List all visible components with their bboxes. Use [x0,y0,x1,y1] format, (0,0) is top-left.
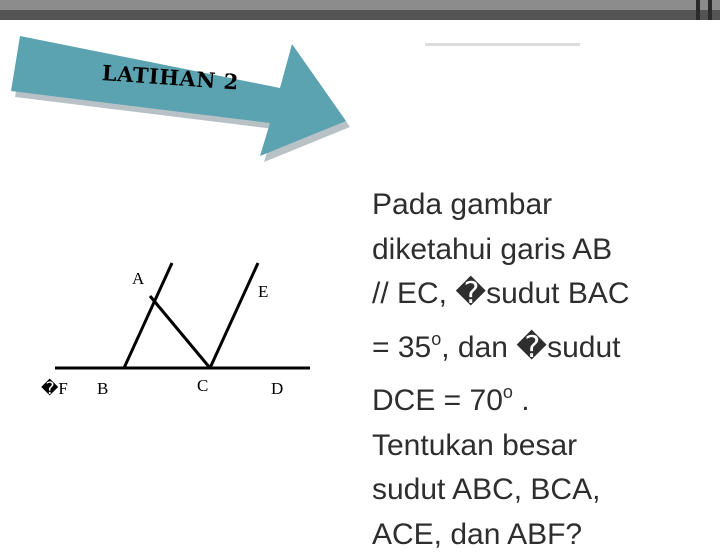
top-bar-tick [696,0,700,20]
problem-text-part: , dan �sudut [441,331,620,364]
label-e: E [258,282,268,301]
label-a: A [132,269,145,288]
problem-text-part: = 35 [372,331,431,364]
problem-line: diketahui garis AB [372,228,712,273]
slide-title: LATIHAN 2 [101,60,240,95]
arrow-body [11,36,346,156]
segment-ac [150,296,210,368]
problem-text [372,183,712,557]
label-f: �F [41,378,68,398]
geometry-figure [0,240,360,420]
problem-text-part: . [513,384,530,417]
label-b: B [97,379,108,398]
decor-underline [425,43,580,46]
problem-line: ACE, dan ABF? [372,513,712,557]
segment-ce [210,263,258,368]
top-bar-tick [708,0,712,20]
label-d: D [271,379,283,398]
degree-mark: o [431,329,441,349]
problem-line: // EC, �sudut BAC [372,272,712,317]
label-c: C [197,376,208,395]
problem-text-part: DCE = 70 [372,384,503,417]
degree-mark: o [503,382,513,402]
problem-line [372,317,712,371]
problem-line: Tentukan besar [372,424,712,469]
problem-line: sudut ABC, BCA, [372,468,712,513]
problem-line: Pada gambar [372,183,712,228]
problem-line [372,370,712,424]
